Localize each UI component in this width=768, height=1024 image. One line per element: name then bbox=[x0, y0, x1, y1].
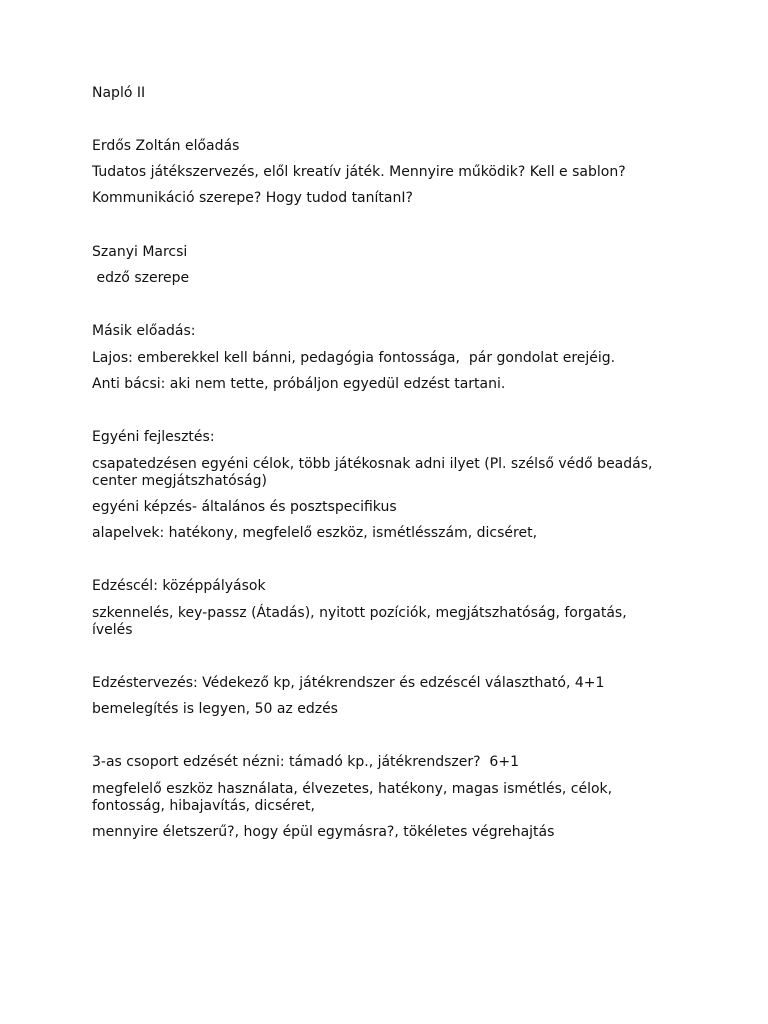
paragraph-line: Anti bácsi: aki nem tette, próbáljon egyedül edzést tartani. bbox=[92, 376, 506, 392]
paragraph-line: Tudatos játékszervezés, elől kreatív játék. Mennyire működik? Kell e sablon? bbox=[92, 164, 626, 180]
section-heading-erdos: Erdős Zoltán előadás bbox=[92, 138, 240, 154]
document-title: Napló II bbox=[92, 85, 146, 101]
section-heading-edzestervezes: Edzéstervezés: Védekező kp, játékrendszer és edzéscél választható, 4+1 bbox=[92, 675, 605, 691]
section-heading-masik: Másik előadás: bbox=[92, 323, 196, 339]
paragraph-line: edző szerepe bbox=[92, 270, 190, 286]
paragraph-line: mennyire életszerű?, hogy épül egymásra?, tökéletes végrehajtás bbox=[92, 824, 555, 840]
section-heading-csoport: 3-as csoport edzését nézni: támadó kp., játékrendszer? 6+1 bbox=[92, 754, 519, 770]
paragraph-line: szkennelés, key-passz (Átadás), nyitott pozíciók, megjátszhatóság, forgatás, ívelés bbox=[92, 605, 627, 638]
paragraph-line: Lajos: emberekkel kell bánni, pedagógia fontossága, pár gondolat erejéig. bbox=[92, 350, 616, 366]
section-heading-egyeni: Egyéni fejlesztés: bbox=[92, 429, 215, 445]
section-heading-szanyi: Szanyi Marcsi bbox=[92, 244, 188, 260]
section-heading-edzescel: Edzéscél: középpályások bbox=[92, 578, 266, 594]
paragraph-line: csapatedzésen egyéni célok, több játékosnak adni ilyet (Pl. szélső védő beadás, center megjátszhatóság) bbox=[92, 456, 653, 489]
paragraph-line: Kommunikáció szerepe? Hogy tudod tanítanI? bbox=[92, 190, 413, 206]
paragraph-line: megfelelő eszköz használata, élvezetes, hatékony, magas ismétlés, célok, fontosság, hibajavítás, dicséret, bbox=[92, 781, 613, 814]
paragraph-line: alapelvek: hatékony, megfelelő eszköz, ismétlésszám, dicséret, bbox=[92, 525, 538, 541]
paragraph-line: egyéni képzés- általános és posztspecifikus bbox=[92, 499, 397, 515]
paragraph-line: bemelegítés is legyen, 50 az edzés bbox=[92, 701, 338, 717]
